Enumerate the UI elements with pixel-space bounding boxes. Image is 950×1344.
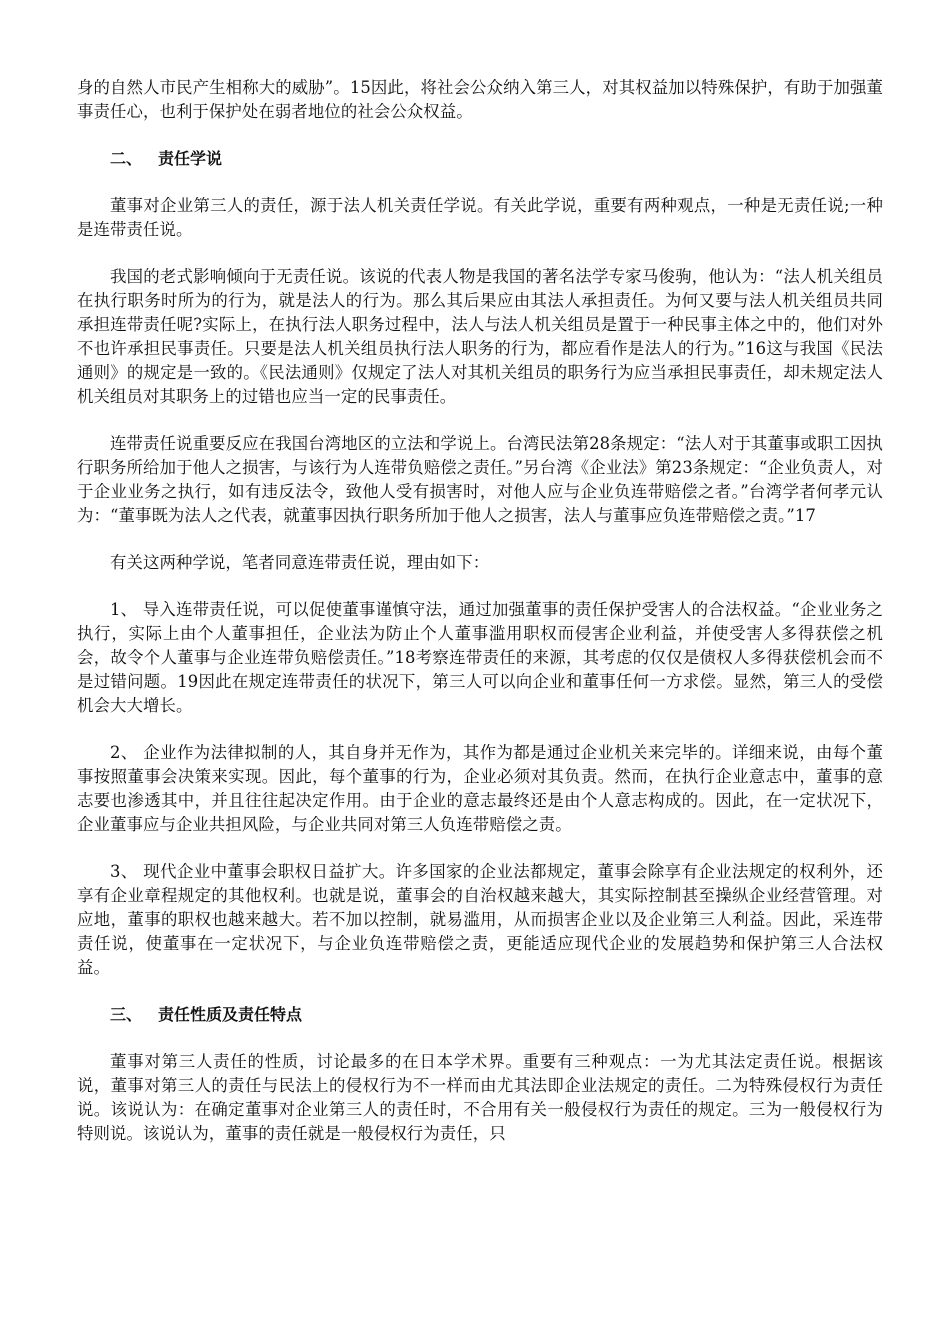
paragraph: 连带责任说重要反应在我国台湾地区的立法和学说上。台湾民法第28条规定：“法人对于其董事或职工因执行职务所给加于他人之损害，与该行为人连带负赔偿之责任。”另台湾《企业法》第23条规定：“企业负责人，对于企业业务之执行，如有违反法令，致他人受有损害时，对他人应与企业负连带赔偿之者。”台湾学者何孝元认为：“董事既为法人之代表，就董事因执行职务所加于他人之损害，法人与董事应负连带赔偿之责。”17 — [77, 434, 883, 525]
paragraph: 有关这两种学说，笔者同意连带责任说，理由如下： — [110, 553, 490, 572]
document-page — [77, 76, 883, 1146]
paragraph: 董事对第三人责任的性质，讨论最多的在日本学术界。重要有三种观点：一为尤其法定责任说。根据该说，董事对第三人的责任与民法上的侵权行为不一样而由尤其法即企业法规定的责任。二为特殊侵权行为责任说。该说认为：在确定董事对企业第三人的责任时，不合用有关一般侵权行为责任的规定。三为一般侵权行为特则说。该说认为，董事的责任就是一般侵权行为责任，只 — [77, 1052, 883, 1143]
paragraph: 董事对企业第三人的责任，源于法人机关责任学说。有关此学说，重要有两种观点，一种是无责任说;一种是连带责任说。 — [77, 196, 883, 239]
paragraph-continued: 身的自然人市民产生相称大的威胁”。15因此，将社会公众纳入第三人，对其权益加以特殊保护，有助于加强董事责任心，也利于保护处在弱者地位的社会公众权益。 — [77, 78, 883, 121]
paragraph: 我国的老式影响倾向于无责任说。该说的代表人物是我国的著名法学专家马俊驹，他认为：“法人机关组员在执行职务时所为的行为，就是法人的行为。那么其后果应由其法人承担责任。为何又要与法人机关组员共同承担连带责任呢?实际上，在执行法人职务过程中，法人与法人机关组员是置于一种民事主体之中的，他们对外不也许承担民事责任。只要是法人机关组员执行法人职务的行为，都应看作是法人的行为。”16这与我国《民法通则》的规定是一致的。《民法通则》仅规定了法人对其机关组员的职务行为应当承担民事责任，却未规定法人机关组员对其职务上的过错也应当一定的民事责任。 — [77, 267, 883, 406]
section-title: 责任学说 — [158, 149, 223, 168]
section-number: 二、 — [110, 149, 143, 168]
list-paragraph-1: 1、 导入连带责任说，可以促使董事谨慎守法，通过加强董事的责任保护受害人的合法权益。“企业业务之执行，实际上由个人董事担任，企业法为防止个人董事滥用职权而侵害企业利益，并使受害人多得获偿之机会，故令个人董事与企业连带负赔偿责任。”18考察连带责任的来源，其考虑的仅仅是债权人多得获偿机会而不是过错问题。19因此在规定连带责任的状况下，第三人可以向企业和董事任何一方求偿。显然，第三人的受偿机会大大增长。 — [77, 600, 883, 715]
section-number: 三、 — [110, 1005, 143, 1024]
list-paragraph-2: 2、 企业作为法律拟制的人，其自身并无作为，其作为都是通过企业机关来完毕的。详细来说，由每个董事按照董事会决策来实现。因此，每个董事的行为，企业必须对其负责。然而，在执行企业意志中，董事的意志要也渗透其中，并且往往起决定作用。由于企业的意志最终还是由个人意志构成的。因此，在一定状况下，企业董事应与企业共担风险，与企业共同对第三人负连带赔偿之责。 — [77, 743, 883, 834]
list-paragraph-3: 3、 现代企业中董事会职权日益扩大。许多国家的企业法都规定，董事会除享有企业法规定的权利外，还享有企业章程规定的其他权利。也就是说，董事会的自治权越来越大，其实际控制甚至操纵企业经营管理。对应地，董事的职权也越来越大。若不加以控制，就易滥用，从而损害企业以及企业第三人利益。因此，采连带责任说，使董事在一定状况下，与企业负连带赔偿之责，更能适应现代企业的发展趋势和保护第三人合法权益。 — [77, 862, 883, 977]
section-heading-3 — [77, 1003, 883, 1027]
section-title: 责任性质及责任特点 — [158, 1005, 303, 1024]
section-heading-2 — [77, 147, 883, 171]
